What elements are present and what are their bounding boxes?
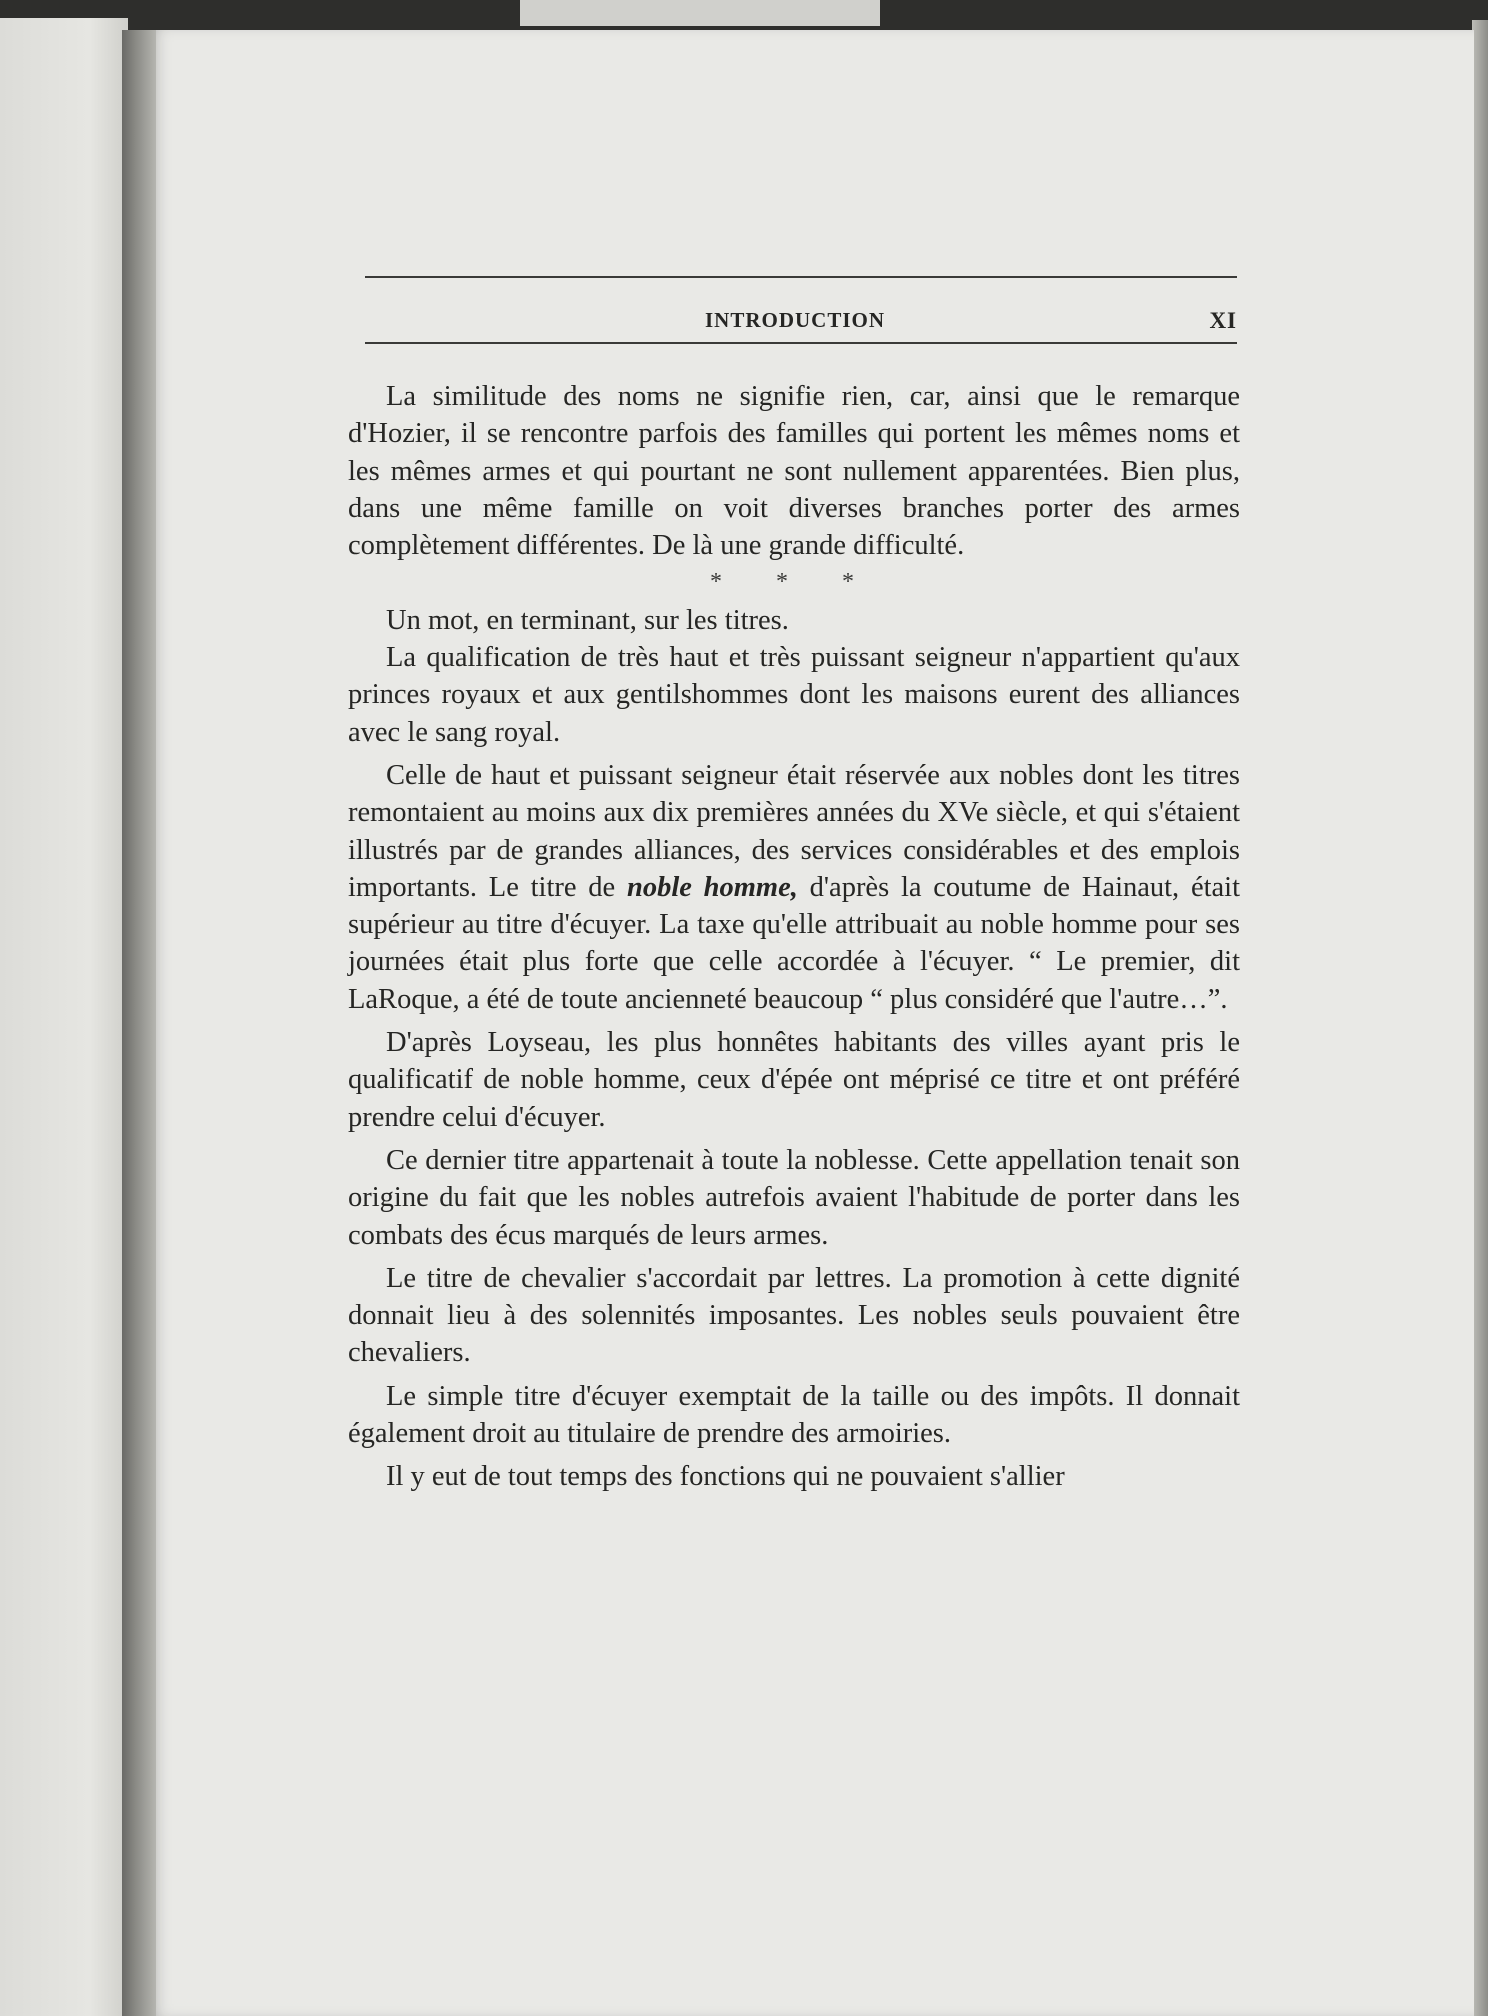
running-head-title: INTRODUCTION [705, 308, 886, 332]
paragraph-ecuyer: Le simple titre d'écuyer exemptait de la taille ou des impôts. Il donnait également droit au titulaire de prendre des armoiries. [348, 1380, 1240, 1450]
paragraph-dernier-titre: Ce dernier titre appartenait à toute la noblesse. Cette appellation tenait son origine du fait que les nobles autrefois avaient l'habitude de porter dans les combats des écus marqués de leurs armes. [348, 1144, 1240, 1251]
paragraph-titres-intro: Un mot, en terminant, sur les titres. [386, 604, 789, 636]
paragraph-similitude: La similitude des noms ne signifie rien, car, ainsi que le remarque d'Hozier, il se rencontre parfois des familles qui portent les mêmes noms et les mêmes armes et qui pourtant ne sont nullement apparentées. Bien plus, dans une même famille on voit diverses branches porter des armes complètement différentes. De là une grande difficulté. [348, 381, 1240, 562]
paragraph-haut-puissant-part2: d'après la coutume de Hainaut, était supérieur au titre d'écuyer. La taxe qu'elle attribuait au noble homme pour ses journées était plus forte que celle accordée à l'écuyer. “ Le premier, dit LaRoque, a été de toute ancienneté beaucoup “ plus considéré que l'autre…”. [348, 871, 1241, 1015]
left-page-edge [0, 18, 128, 2016]
book-spine [122, 30, 156, 2016]
running-head [365, 306, 1237, 336]
paragraph-loyseau: D'après Loyseau, les plus honnêtes habitants des villes ayant pris le qualificatif de noble homme, ceux d'épée ont méprisé ce titre et ont préféré prendre celui d'écuyer. [348, 1027, 1240, 1133]
top-scan-strip [520, 0, 880, 26]
section-separator: * * * [710, 569, 878, 596]
paragraph-fonctions: Il y eut de tout temps des fonctions qui ne pouvaient s'allier [386, 1461, 1065, 1493]
paragraph-haut-puissant [348, 757, 1240, 1018]
paragraph-tres-haut: La qualification de très haut et très puissant seigneur n'appartient qu'aux princes royaux et aux gentilshommes dont les maisons eurent des alliances avec le sang royal. [348, 642, 1240, 748]
header-rule-bottom [365, 342, 1237, 344]
paragraph-chevalier: Le titre de chevalier s'accordait par lettres. La promotion à cette dignité donnait lieu à des solennités imposantes. Les nobles seuls pouvaient être chevaliers. [348, 1262, 1240, 1369]
body-text [348, 378, 1240, 1496]
right-scan-edge [1472, 20, 1488, 2016]
header-rule-top [365, 276, 1237, 278]
paragraph-haut-puissant-part1: Celle de haut et puissant seigneur était réservée aux nobles dont les titres remontaient au moins aux dix premières années du XVe siècle, et qui s'étaient illustrés par de grandes alliances, des services considérables et des emplois importants. Le titre de [348, 759, 1240, 903]
page-number: XI [1209, 308, 1237, 333]
italic-noble-homme: noble homme, [626, 871, 798, 903]
